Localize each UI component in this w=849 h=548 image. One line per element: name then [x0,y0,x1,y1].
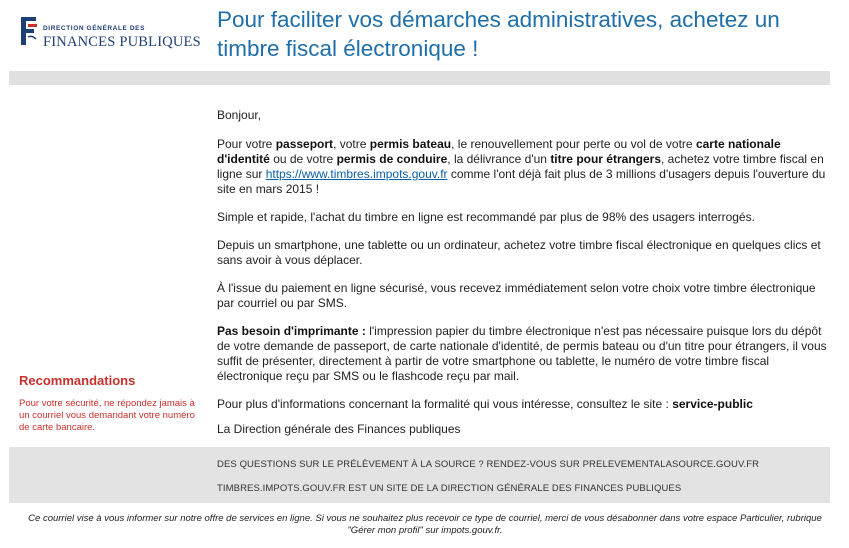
paragraph-smartphone: Depuis un smartphone, une tablette ou un ordinateur, achetez votre timbre fiscal électronique en quelques clics et sans avoir à vous déplacer. [217,238,821,267]
timbres-site-link[interactable]: https://www.timbres.impots.gouv.fr [265,167,448,181]
p1-bold-permis-conduire: permis de conduire [336,152,448,166]
p1-bold-titre-etrangers: titre pour étrangers [550,152,662,166]
unsubscribe-footer: Ce courriel vise à vous informer sur notre offre de services en ligne. Si vous ne souhaitez plus recevoir ce type de courriel, merci de vous désabonner dans votre espace Particulier, rubrique "Gérer mon profil" sur impots.gouv.fr. [28,513,822,536]
service-public-link[interactable]: service-public [672,397,753,411]
paragraph-simple-rapide: Simple et rapide, l'achat du timbre en ligne est recommandé par plus de 98% des usagers interrogés. [217,210,755,224]
info-box-line-timbres: TIMBRES.IMPOTS.GOUV.FR EST UN SITE DE LA DIRECTION GÉNÉRALE DES FINANCES PUBLIQUES [217,483,682,494]
p1-text-2: , votre [333,137,370,151]
p5-bold-imprimante: Pas besoin d'imprimante : [217,324,366,338]
info-box-line-prelevement[interactable]: DES QUESTIONS SUR LE PRÉLÈVEMENT À LA SOURCE ? RENDEZ-VOUS SUR PRELEVEMENTALASOURCE.GOUV.FR [217,459,760,470]
logo-small-text: DIRECTION GÉNÉRALE DES [43,25,146,32]
recommendations-text: Pour votre sécurité, ne répondez jamais à un courriel vous demandant votre numéro de carte bancaire. [19,398,195,433]
paragraph-service-public [217,397,827,412]
paragraph-imprimante [217,324,827,384]
p6-text: Pour plus d'informations concernant la formalité qui vous intéresse, consultez le site : [217,397,673,411]
recommendations-title: Recommandations [19,373,136,388]
p1-bold-carte-nationale: carte nationale d'identité [217,137,781,166]
email-body [217,108,827,462]
p1-text-7: comme l'ont déjà fait plus de 3 millions d'usagers depuis l'ouverture du site en mars 2015 ! [217,167,826,196]
greeting: Bonjour, [217,108,262,122]
header-divider-band [9,71,830,85]
p1-text-1: Pour votre [217,137,276,151]
paragraph-paiement: À l'issue du paiement en ligne sécurisé, vous recevez immédiatement selon votre choix votre timbre électronique par courriel ou par SMS. [217,281,816,310]
p1-bold-passeport: passeport [275,137,334,151]
dgfip-logo [18,15,203,55]
paragraph-signature: La Direction générale des Finances publiques [217,422,461,436]
email-headline: Pour faciliter vos démarches administratives, achetez un timbre fiscal électronique ! [217,7,780,61]
p1-text-5: , la délivrance d'un [447,152,551,166]
marianne-logo-icon [18,15,40,47]
p1-text-4: ou de votre [269,152,337,166]
info-box [9,447,830,503]
logo-big-text: FINANCES PUBLIQUES [43,34,201,50]
p1-text-3: , le renouvellement pour perte ou vol de votre [451,137,696,151]
p5-text: l'impression papier du timbre électronique n'est pas nécessaire puisque lors du dépôt de votre demande de passeport, de carte nationale d'identité, de permis bateau ou d'un titre pour étrangers, il vous suffit de présenter, directement à partir de votre smartphone ou tablette, le numéro de votre timbre fiscal électronique reçu par SMS ou le flashcode reçu par mail. [217,324,827,383]
paragraph-intro [217,137,827,197]
p1-text-6: , achetez votre timbre fiscal en ligne sur [217,152,824,181]
p1-bold-permis-bateau: permis bateau [369,137,452,151]
